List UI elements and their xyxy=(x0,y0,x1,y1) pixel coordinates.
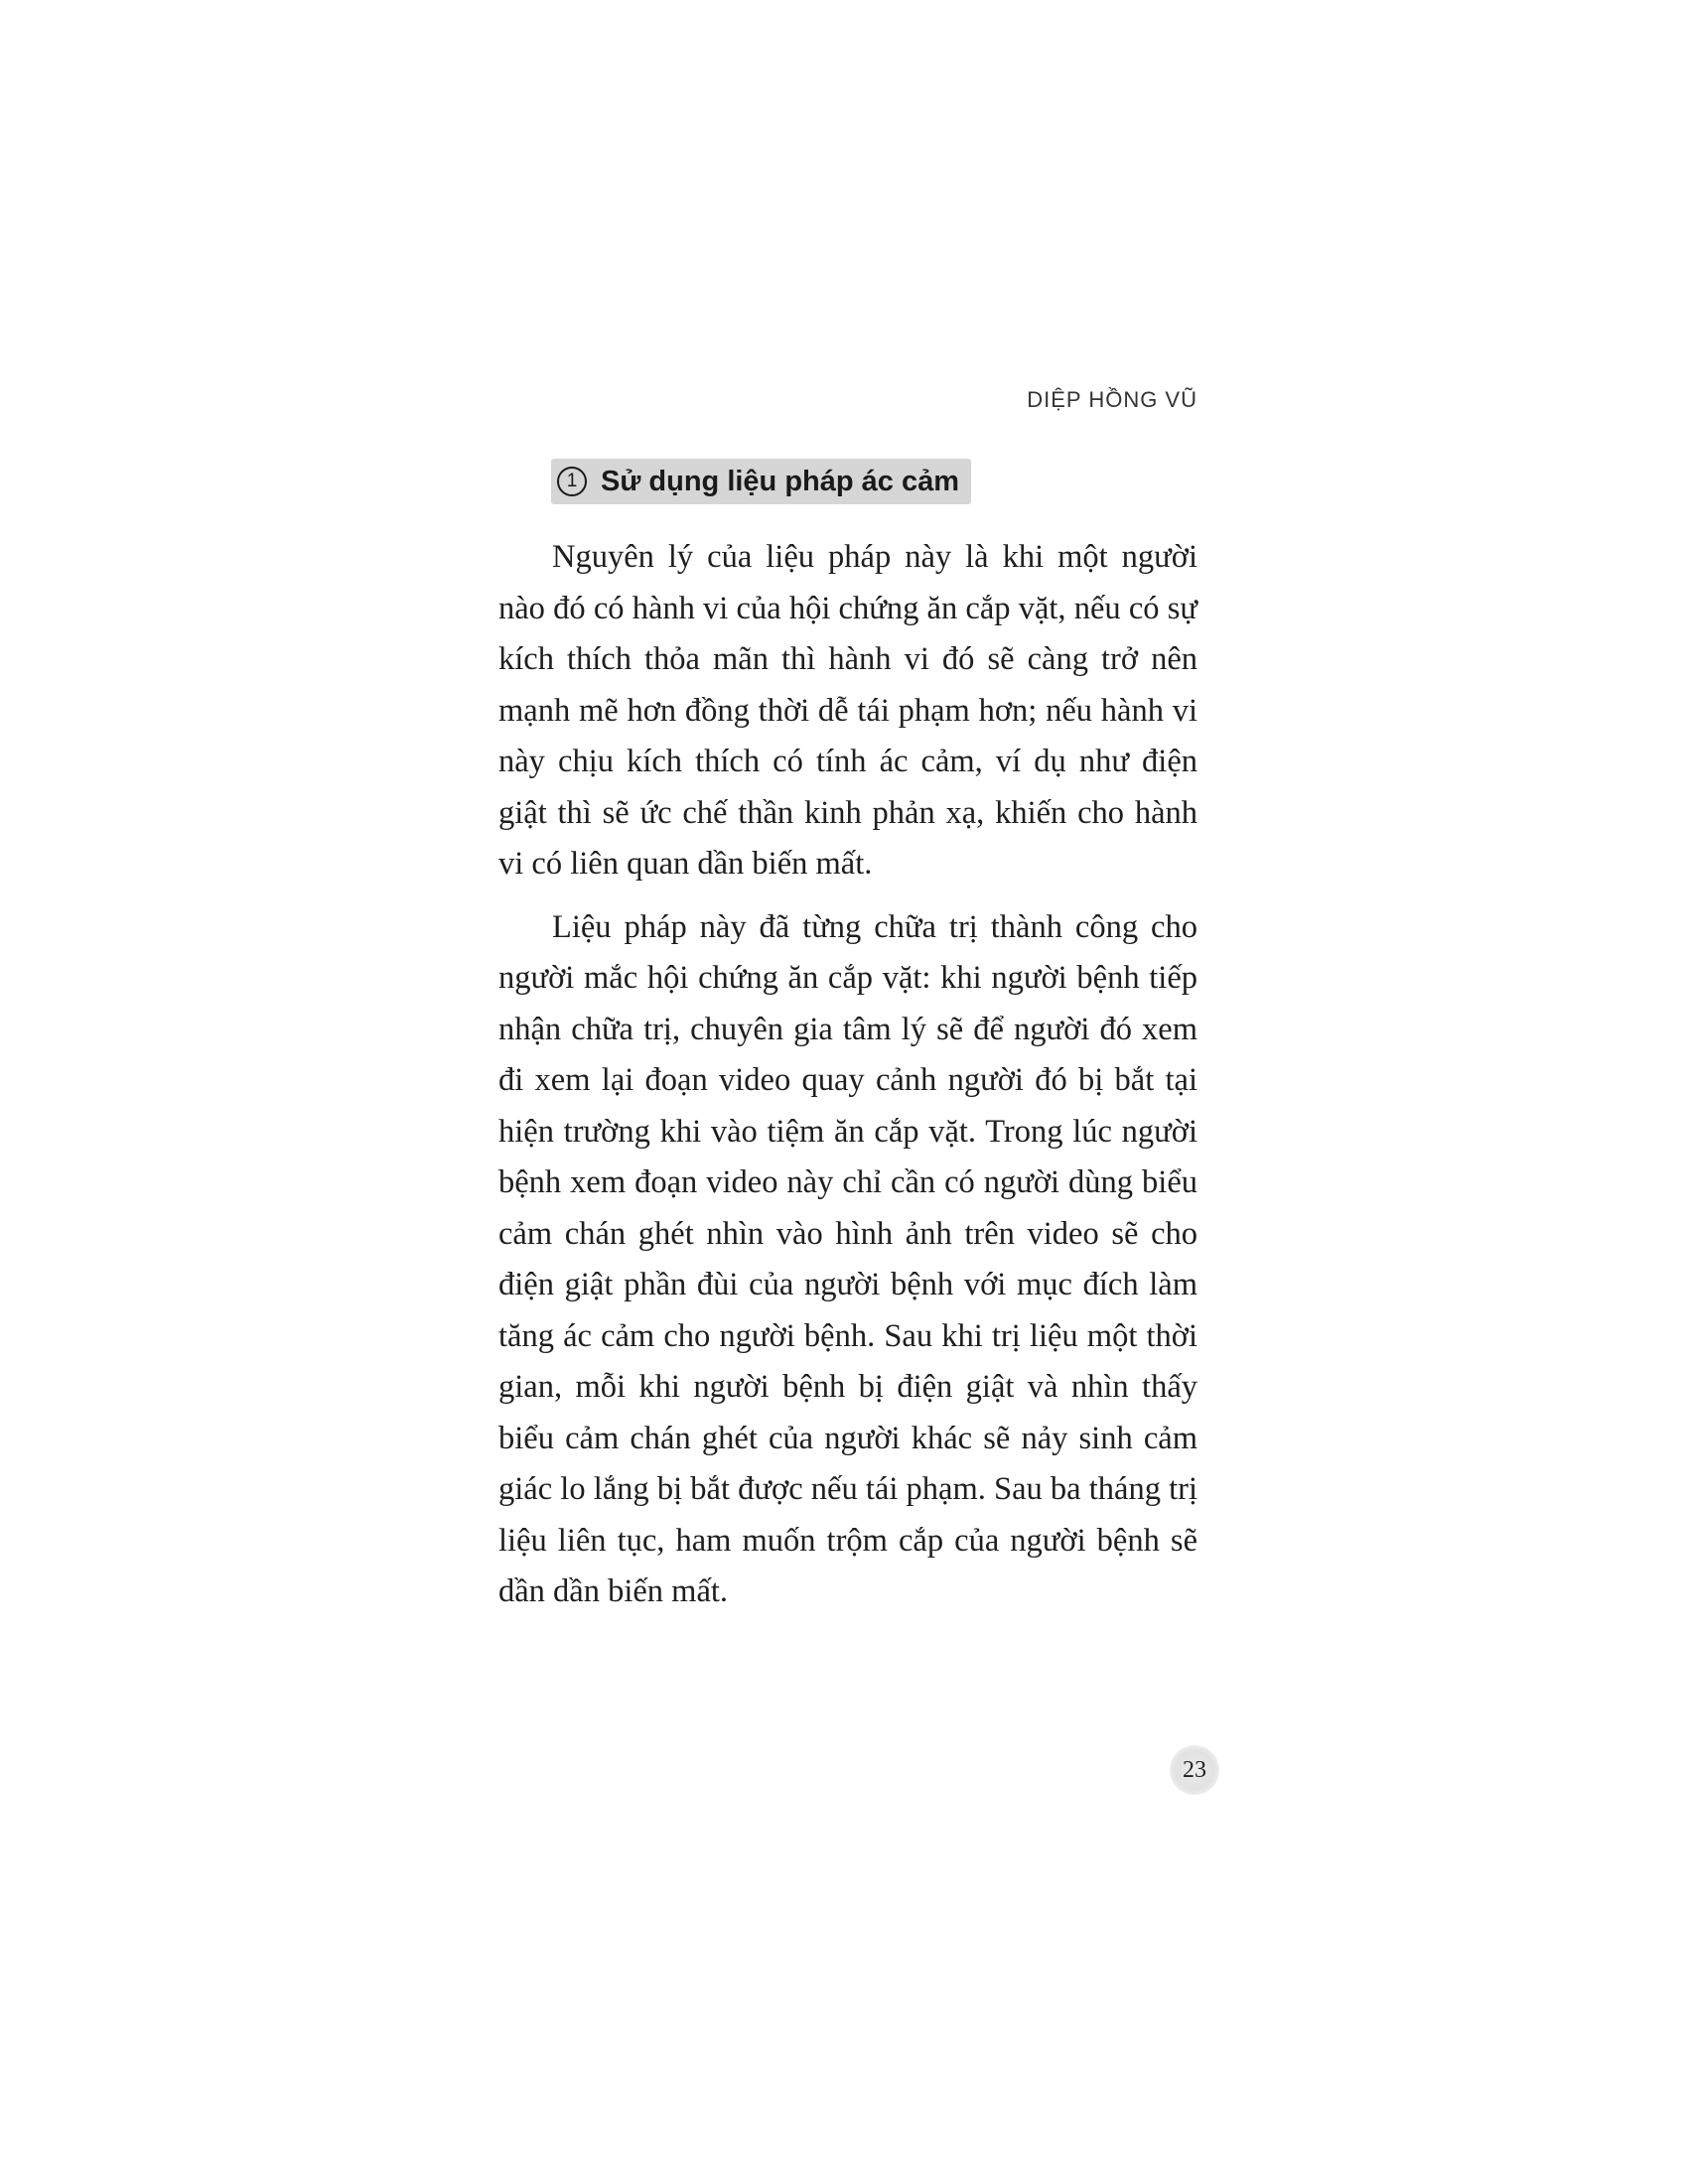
page-number-badge xyxy=(1170,1745,1219,1795)
paragraph: Nguyên lý của liệu pháp này là khi một người nào đó có hành vi của hội chứng ăn cắp vặt, nếu có sự kích thích thỏa mãn thì hành vi đó sẽ càng trở nên mạnh mẽ hơn đồng thời dễ tái phạm hơn; nếu hành vi này chịu kích thích có tính ác cảm, ví dụ như điện giật thì sẽ ức chế thần kinh phản xạ, khiến cho hành vi có liên quan dần biến mất. xyxy=(498,539,1197,882)
body-text xyxy=(498,532,1197,1630)
paragraph: Liệu pháp này đã từng chữa trị thành công cho người mắc hội chứng ăn cắp vặt: khi người bệnh tiếp nhận chữa trị, chuyên gia tâm lý sẽ để người đó xem đi xem lại đoạn video quay cảnh người đó bị bắt tại hiện trường khi vào tiệm ăn cắp vặt. Trong lúc người bệnh xem đoạn video này chỉ cần có người dùng biểu cảm chán ghét nhìn vào hình ảnh trên video sẽ cho điện giật phần đùi của người bệnh với mục đích làm tăng ác cảm cho người bệnh. Sau khi trị liệu một thời gian, mỗi khi người bệnh bị điện giật và nhìn thấy biểu cảm chán ghét của người khác sẽ nảy sinh cảm giác lo lắng bị bắt được nếu tái phạm. Sau ba tháng trị liệu liên tục, ham muốn trộm cắp của người bệnh sẽ dần dần biến mất. xyxy=(498,908,1197,1609)
section-number-circle: 1 xyxy=(557,467,587,496)
page-number: 23 xyxy=(1183,1756,1206,1783)
section-heading xyxy=(551,459,971,504)
section-title: Sử dụng liệu pháp ác cảm xyxy=(601,465,960,497)
running-header: DIỆP HỒNG VŨ xyxy=(1027,387,1197,412)
